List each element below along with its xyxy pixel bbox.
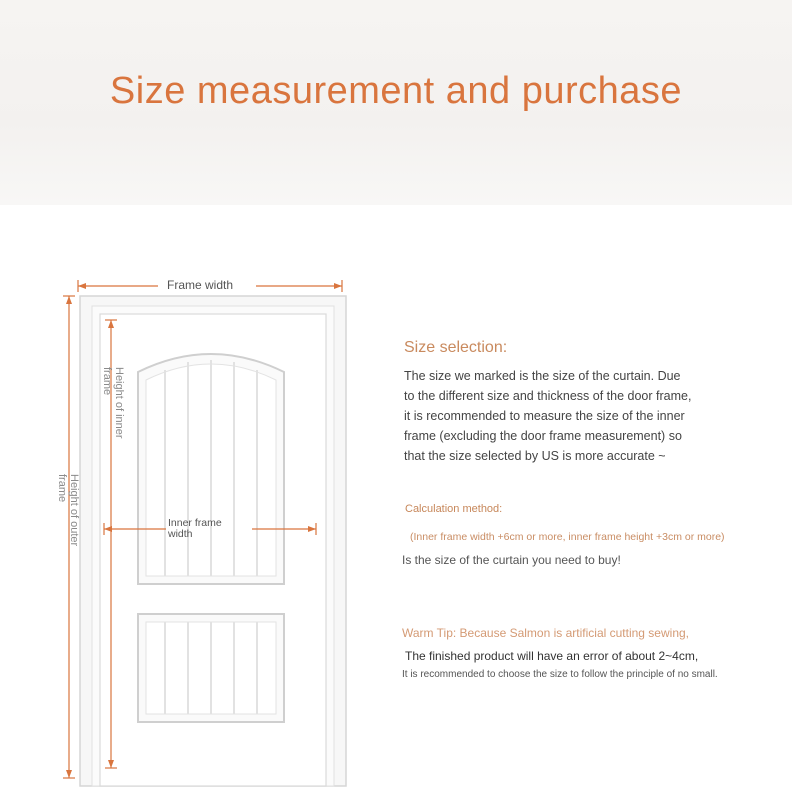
size-selection-text: The size we marked is the size of the curtain. Due to the different size and thickness of the door frame, it is recommended to measure the size of the inner frame (excluding the door frame measurement) so that the size selected by US is more accurate ~ [404,369,692,463]
page-title: Size measurement and purchase [109,70,683,112]
size-selection-title: Size selection: [404,339,508,356]
calculation-title: Calculation method: [405,503,503,515]
frame-width-label: Frame width [167,278,234,292]
calculation-formula: (Inner frame width +6cm or more, inner frame height +3cm or more) [410,531,725,543]
outer-height-label: Height of outer frame [56,474,80,547]
warm-tip-line1: The finished product will have an error of about 2~4cm, [405,649,699,663]
calculation-note: Is the size of the curtain you need to buy! [402,553,621,567]
inner-width-label: Inner frame width [168,517,222,540]
warm-tip-line2: It is recommended to choose the size to follow the principle of no small. [402,669,718,680]
inner-height-label: Height of inner frame [101,367,125,439]
warm-tip-title: Warm Tip: Because Salmon is artificial cutting sewing, [402,626,689,640]
